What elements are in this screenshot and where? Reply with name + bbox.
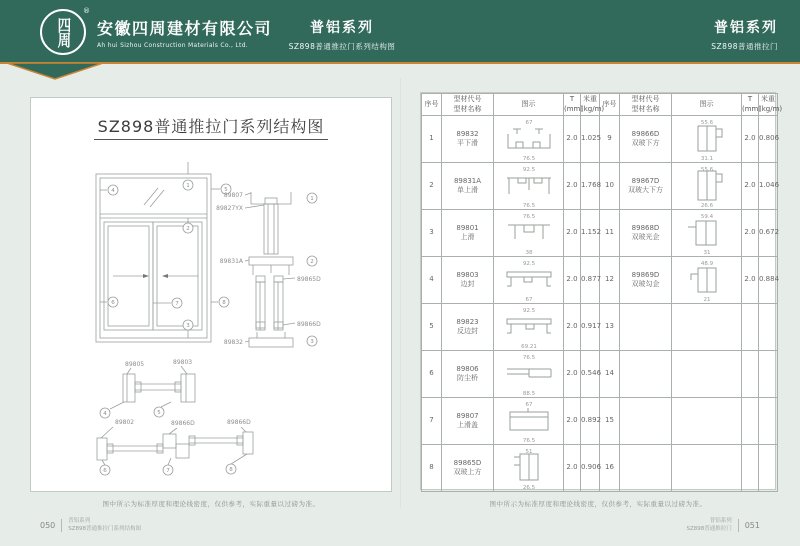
svg-text:88.5: 88.5 bbox=[522, 391, 536, 397]
svg-text:7: 7 bbox=[175, 301, 179, 307]
profile-figure bbox=[494, 116, 564, 162]
profile-label: 89866D bbox=[171, 420, 195, 427]
table-row: 5 89823 反边封 92.5 69.21 2.0 0.917 13 bbox=[422, 304, 778, 351]
company-block bbox=[97, 16, 272, 49]
svg-text:67: 67 bbox=[525, 297, 533, 303]
svg-text:31.1: 31.1 bbox=[700, 156, 714, 162]
footer-left-page bbox=[40, 517, 141, 534]
profile-label: 89866D bbox=[227, 419, 251, 426]
table-row: 7 89807 上滑盖 67 76.5 2.0 0.892 15 bbox=[422, 398, 778, 445]
svg-text:4: 4 bbox=[111, 188, 115, 194]
svg-text:5: 5 bbox=[157, 410, 161, 416]
footer-divider bbox=[61, 519, 62, 532]
left-panel-note: 图中所示为标准厚度和理论线密度，仅供参考，实际重量以过磅为准。 bbox=[102, 500, 320, 508]
profile-table bbox=[421, 93, 783, 492]
page-number: 050 bbox=[40, 520, 56, 530]
table-row: 6 89806 防尘桥 76.5 88.5 2.0 0.546 14 bbox=[422, 351, 778, 398]
svg-text:8: 8 bbox=[222, 300, 226, 306]
col-no: 序号 bbox=[422, 94, 442, 116]
col-code: 型材代号 型材名称 bbox=[442, 94, 494, 116]
page-header-band bbox=[0, 0, 800, 62]
footer-meta: 普铝系列 SZ898普通推拉门 bbox=[686, 518, 732, 533]
col-weight: 米重 (kg/m) bbox=[581, 94, 600, 116]
profile-figure bbox=[672, 116, 742, 162]
svg-text:55.6: 55.6 bbox=[700, 120, 714, 126]
svg-text:92.5: 92.5 bbox=[522, 308, 536, 314]
col-figure: 图示 bbox=[672, 94, 742, 116]
series-name: 普铝系列 bbox=[714, 20, 778, 36]
svg-text:7: 7 bbox=[166, 468, 170, 474]
table-row: 8 89865D 双玻上方 51 26.5 2.0 0.906 16 bbox=[422, 445, 778, 492]
company-name-cn: 安徽四周建材有限公司 bbox=[97, 19, 273, 38]
svg-text:76.5: 76.5 bbox=[522, 438, 536, 444]
svg-text:67: 67 bbox=[525, 120, 533, 126]
door-structure-drawing bbox=[31, 144, 393, 489]
page-number: 051 bbox=[744, 520, 760, 530]
svg-text:92.5: 92.5 bbox=[522, 261, 536, 267]
svg-text:6: 6 bbox=[103, 468, 107, 474]
profile-label: 89803 bbox=[173, 359, 193, 366]
svg-text:2: 2 bbox=[310, 259, 314, 265]
drawing-title: SZ898普通推拉门系列结构图 bbox=[31, 114, 391, 137]
footer-meta: 普铝系列 SZ898普通推拉门系列结构图 bbox=[68, 518, 142, 533]
col-no: 序号 bbox=[600, 94, 620, 116]
company-logo bbox=[40, 7, 90, 55]
footer-right-page bbox=[686, 517, 760, 534]
header-chevron-decoration bbox=[6, 63, 106, 82]
table-header-row bbox=[422, 94, 778, 116]
logo-glyph: 四周 bbox=[55, 17, 72, 47]
series-subtitle: SZ898普通推拉门系列结构图 bbox=[288, 42, 396, 51]
profile-figure bbox=[494, 210, 564, 256]
profile-figure bbox=[494, 445, 564, 491]
svg-text:6: 6 bbox=[111, 300, 115, 306]
col-thickness: T (mm) bbox=[564, 94, 581, 116]
horizontal-section-sashes bbox=[97, 419, 253, 475]
structure-drawing-panel bbox=[30, 97, 392, 492]
svg-text:59.4: 59.4 bbox=[700, 214, 714, 220]
col-weight: 米重 (kg/m) bbox=[759, 94, 778, 116]
col-thickness: T (mm) bbox=[742, 94, 759, 116]
series-title-left-page bbox=[262, 17, 422, 52]
svg-text:48.9: 48.9 bbox=[700, 261, 714, 267]
vertical-section bbox=[216, 192, 321, 347]
profile-figure bbox=[494, 257, 564, 303]
svg-text:76.5: 76.5 bbox=[522, 214, 536, 220]
profile-figure bbox=[494, 304, 564, 350]
svg-text:92.5: 92.5 bbox=[522, 167, 536, 173]
svg-text:3: 3 bbox=[310, 339, 314, 345]
profile-figure bbox=[494, 351, 564, 397]
svg-text:21: 21 bbox=[703, 297, 711, 303]
profile-label: 89866D bbox=[297, 321, 321, 328]
svg-text:2: 2 bbox=[186, 226, 190, 232]
profile-label: 89865D bbox=[297, 276, 321, 283]
svg-text:26.5: 26.5 bbox=[522, 485, 536, 491]
page-gutter bbox=[400, 78, 401, 508]
svg-text:67: 67 bbox=[525, 402, 533, 408]
series-name: 普铝系列 bbox=[310, 20, 374, 36]
profile-figure bbox=[672, 210, 742, 256]
svg-text:76.5: 76.5 bbox=[522, 156, 536, 162]
profile-label: 89832 bbox=[223, 339, 243, 346]
right-panel-note: 图中所示为标准厚度和理论线密度，仅供参考，实际重量以过磅为准。 bbox=[489, 500, 707, 508]
svg-text:38: 38 bbox=[525, 250, 533, 256]
table-row: 4 89803 边封 92.5 67 2.0 0.877 12 89869D 双玻勾企 48.9 21 2.0 0.884 bbox=[422, 257, 778, 304]
svg-text:55.6: 55.6 bbox=[700, 167, 714, 173]
svg-text:3: 3 bbox=[186, 323, 190, 329]
profile-label: 89807 bbox=[223, 192, 243, 199]
profile-label: 89827YX bbox=[216, 205, 243, 212]
svg-text:31: 31 bbox=[703, 250, 711, 256]
profile-figure bbox=[672, 163, 742, 209]
header-accent-line bbox=[0, 62, 800, 64]
col-code: 型材代号 型材名称 bbox=[620, 94, 672, 116]
svg-text:1: 1 bbox=[310, 196, 314, 202]
svg-text:26.6: 26.6 bbox=[700, 203, 714, 209]
profile-figure bbox=[672, 257, 742, 303]
svg-text:5: 5 bbox=[224, 187, 228, 193]
table-row: 1 89832 平下滑 67 76.5 2.0 1.025 9 89866D 双玻下方 55.6 31.1 2.0 0.806 bbox=[422, 116, 778, 163]
svg-text:8: 8 bbox=[229, 467, 233, 473]
svg-text:69.21: 69.21 bbox=[521, 344, 537, 350]
profile-label: 89805 bbox=[125, 361, 145, 368]
profile-table-panel bbox=[420, 92, 783, 491]
svg-text:1: 1 bbox=[186, 183, 190, 189]
table-row: 3 89801 上滑 76.5 38 2.0 1.152 11 89868D 双玻光企 59.4 31 2.0 0.672 bbox=[422, 210, 778, 257]
svg-text:51: 51 bbox=[525, 449, 533, 455]
series-subtitle: SZ898普通推拉门 bbox=[711, 42, 778, 51]
svg-text:76.5: 76.5 bbox=[522, 355, 536, 361]
profile-figure bbox=[494, 398, 564, 444]
company-name-en: Ah hui Sizhou Construction Materials Co., Ltd. bbox=[97, 42, 249, 49]
table-row: 2 89831A 单上滑 92.5 76.5 2.0 1.768 10 89867D 双玻大下方 55.6 26.6 2.0 1.046 bbox=[422, 163, 778, 210]
horizontal-section-transom bbox=[100, 359, 195, 418]
svg-text:4: 4 bbox=[103, 411, 107, 417]
profile-label: 89802 bbox=[115, 419, 135, 426]
svg-text:76.5: 76.5 bbox=[522, 203, 536, 209]
footer-divider bbox=[738, 519, 739, 532]
series-title-right-page bbox=[711, 17, 778, 52]
registered-mark: ® bbox=[83, 7, 90, 15]
col-figure: 图示 bbox=[494, 94, 564, 116]
door-elevation bbox=[96, 162, 231, 342]
profile-label: 89831A bbox=[219, 258, 243, 265]
profile-figure bbox=[494, 163, 564, 209]
